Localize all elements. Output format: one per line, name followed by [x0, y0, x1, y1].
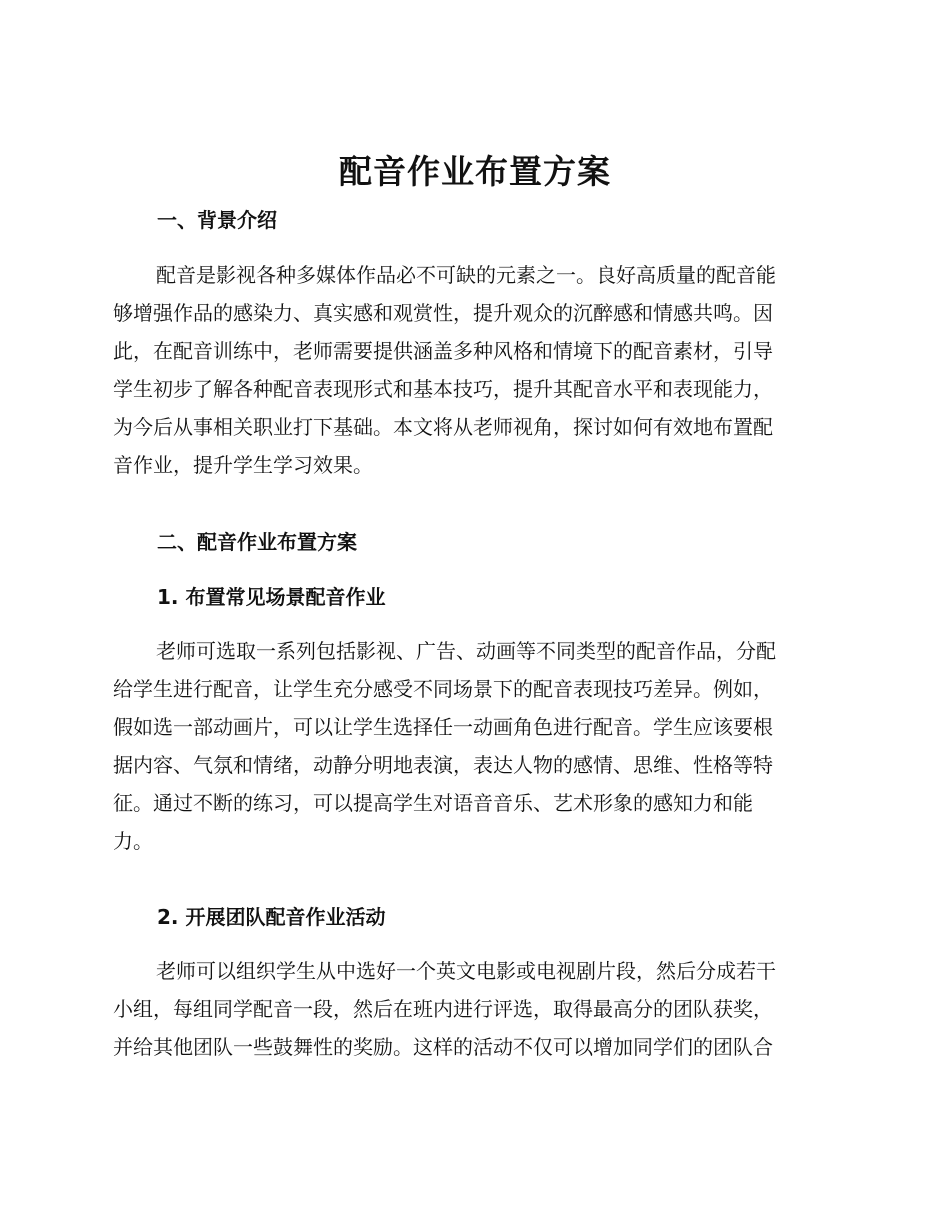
paragraph-line: 为今后从事相关职业打下基础。本文将从老师视角，探讨如何有效地布置配: [113, 415, 773, 439]
paragraph-line: 给学生进行配音，让学生充分感受不同场景下的配音表现技巧差异。例如，: [113, 677, 773, 701]
document-title: 配音作业布置方案: [339, 152, 611, 191]
paragraph-line: 老师可以组织学生从中选好一个英文电影或电视剧片段，然后分成若干: [156, 959, 776, 983]
subsection-heading-2: 2. 开展团队配音作业活动: [157, 905, 386, 929]
subsection-heading-1: 1. 布置常见场景配音作业: [157, 585, 386, 609]
paragraph-line: 力。: [113, 829, 153, 853]
paragraph-line: 小组，每组同学配音一段，然后在班内进行评选，取得最高分的团队获奖，: [113, 997, 773, 1021]
paragraph-line: 够增强作品的感染力、真实感和观赏性，提升观众的沉醉感和情感共鸣。因: [113, 301, 773, 325]
paragraph-background: [113, 256, 833, 484]
paragraph-line: 此，在配音训练中，老师需要提供涵盖多种风格和情境下的配音素材，引导: [113, 339, 773, 363]
paragraph-line: 老师可选取一系列包括影视、广告、动画等不同类型的配音作品，分配: [156, 639, 776, 663]
paragraph-team-dubbing: [113, 952, 833, 1066]
section-heading-plan: 二、配音作业布置方案: [157, 530, 357, 554]
paragraph-scene-dubbing: [113, 632, 833, 860]
paragraph-line: 配音是影视各种多媒体作品必不可缺的元素之一。良好高质量的配音能: [156, 263, 776, 287]
paragraph-line: 学生初步了解各种配音表现形式和基本技巧，提升其配音水平和表现能力，: [113, 377, 773, 401]
paragraph-line: 并给其他团队一些鼓舞性的奖励。这样的活动不仅可以增加同学们的团队合: [113, 1035, 773, 1059]
paragraph-line: 音作业，提升学生学习效果。: [113, 453, 373, 477]
paragraph-line: 据内容、气氛和情绪，动静分明地表演，表达人物的感情、思维、性格等特: [113, 753, 773, 777]
paragraph-line: 假如选一部动画片，可以让学生选择任一动画角色进行配音。学生应该要根: [113, 715, 773, 739]
section-heading-background: 一、背景介绍: [157, 208, 277, 232]
paragraph-line: 征。通过不断的练习，可以提高学生对语音音乐、艺术形象的感知力和能: [113, 791, 753, 815]
